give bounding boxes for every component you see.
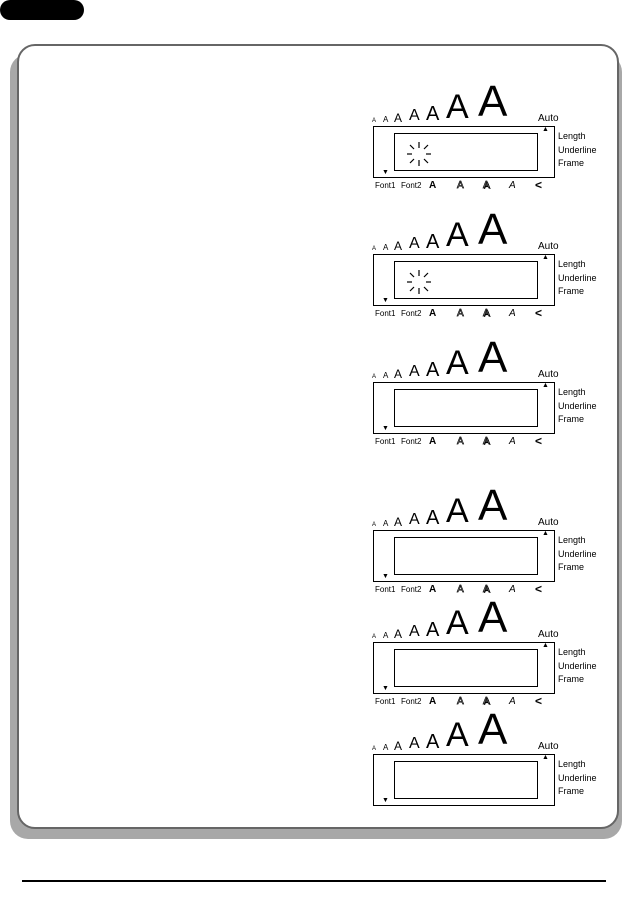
size-indicator-row [372, 705, 602, 754]
style-indicator-5: A [483, 308, 490, 319]
left-bracket [373, 642, 377, 694]
size-indicator-5: A [426, 619, 440, 641]
down-arrow-icon: ▼ [382, 797, 389, 804]
size-indicator-4: A [409, 623, 420, 640]
section-tab [0, 0, 84, 20]
blinking-cursor-icon [405, 140, 433, 168]
style-indicator-1: Font1 [375, 697, 396, 706]
size-indicator-7: A [478, 77, 508, 126]
style-indicator-7: < [535, 178, 543, 192]
lcd-text-area [394, 537, 538, 575]
size-indicator-row [372, 333, 602, 382]
style-indicator-4: A [457, 308, 464, 319]
indicator-label-underline: Underline [558, 772, 597, 783]
style-indicator-5: A [483, 180, 490, 191]
style-indicator-1: Font1 [375, 585, 396, 594]
indicator-label-length: Length [558, 647, 586, 657]
size-indicator-3: A [394, 367, 403, 381]
style-indicator-5: A [483, 436, 490, 447]
lcd-text-area [394, 389, 538, 427]
indicator-label-frame: Frame [558, 286, 585, 296]
style-indicator-2: Font2 [401, 697, 422, 706]
right-bracket [551, 126, 555, 178]
size-indicator-7: A [478, 705, 508, 754]
size-indicator-5: A [426, 359, 440, 381]
style-indicator-6: A [509, 180, 516, 191]
size-indicator-2: A [383, 243, 389, 252]
size-indicator-1: A [372, 246, 377, 252]
size-indicator-3: A [394, 111, 403, 125]
auto-label: Auto [538, 517, 559, 528]
style-indicator-7: < [535, 434, 543, 448]
size-indicator-1: A [372, 634, 377, 640]
style-indicator-3: A [429, 180, 437, 191]
size-indicator-6: A [446, 492, 469, 530]
right-bracket [551, 642, 555, 694]
size-indicator-7: A [478, 481, 508, 530]
size-indicator-4: A [409, 363, 420, 380]
indicator-label-underline: Underline [558, 144, 597, 155]
lcd-display [372, 593, 602, 714]
footer-rule [22, 880, 606, 882]
lcd-text-area [394, 133, 538, 171]
lcd-display [372, 205, 602, 326]
up-arrow-icon: ▲ [542, 382, 549, 389]
size-indicator-7: A [478, 593, 508, 642]
style-indicator-6: A [509, 436, 516, 447]
right-bracket [551, 254, 555, 306]
indicator-labels [558, 758, 597, 799]
size-indicator-2: A [383, 115, 389, 124]
indicator-labels [558, 130, 597, 171]
auto-label: Auto [538, 369, 559, 380]
style-indicator-7: < [535, 306, 543, 320]
style-indicator-4: A [457, 696, 464, 707]
left-bracket [373, 382, 377, 434]
style-indicator-row [375, 696, 555, 710]
left-bracket [373, 126, 377, 178]
style-indicator-3: A [429, 696, 437, 707]
size-indicator-3: A [394, 515, 403, 529]
size-indicator-4: A [409, 235, 420, 252]
indicator-label-frame: Frame [558, 786, 585, 796]
right-bracket [551, 754, 555, 806]
size-indicator-7: A [478, 205, 508, 254]
right-bracket [551, 382, 555, 434]
style-indicator-row [375, 308, 555, 322]
lcd-text-area [394, 649, 538, 687]
lcd-display [372, 481, 602, 602]
size-indicator-row [372, 593, 602, 642]
style-indicator-2: Font2 [401, 181, 422, 190]
size-indicator-5: A [426, 231, 440, 253]
indicator-label-frame: Frame [558, 562, 585, 572]
lcd-display [372, 333, 602, 454]
style-indicator-1: Font1 [375, 437, 396, 446]
up-arrow-icon: ▲ [542, 530, 549, 537]
indicator-label-underline: Underline [558, 400, 597, 411]
lcd-display [372, 705, 602, 806]
style-indicator-4: A [457, 584, 464, 595]
style-indicator-3: A [429, 584, 437, 595]
size-indicator-4: A [409, 107, 420, 124]
size-indicator-6: A [446, 216, 469, 254]
left-bracket [373, 754, 377, 806]
size-indicator-5: A [426, 103, 440, 125]
down-arrow-icon: ▼ [382, 297, 389, 304]
indicator-label-underline: Underline [558, 272, 597, 283]
indicator-label-underline: Underline [558, 548, 597, 559]
style-indicator-5: A [483, 584, 490, 595]
lcd-display [372, 77, 602, 198]
size-indicator-5: A [426, 731, 440, 753]
down-arrow-icon: ▼ [382, 685, 389, 692]
lcd-text-area [394, 761, 538, 799]
size-indicator-6: A [446, 344, 469, 382]
size-indicator-row [372, 205, 602, 254]
style-indicator-7: < [535, 694, 543, 708]
indicator-label-length: Length [558, 535, 586, 545]
indicator-label-length: Length [558, 259, 586, 269]
size-indicator-2: A [383, 631, 389, 640]
indicator-label-length: Length [558, 131, 586, 141]
indicator-label-frame: Frame [558, 158, 585, 168]
right-bracket [551, 530, 555, 582]
down-arrow-icon: ▼ [382, 425, 389, 432]
up-arrow-icon: ▲ [542, 254, 549, 261]
style-indicator-2: Font2 [401, 437, 422, 446]
down-arrow-icon: ▼ [382, 573, 389, 580]
style-indicator-row [375, 436, 555, 450]
auto-label: Auto [538, 741, 559, 752]
blinking-cursor-icon [405, 268, 433, 296]
style-indicator-4: A [457, 436, 464, 447]
indicator-label-underline: Underline [558, 660, 597, 671]
style-indicator-7: < [535, 582, 543, 596]
size-indicator-1: A [372, 746, 377, 752]
size-indicator-2: A [383, 371, 389, 380]
size-indicator-3: A [394, 239, 403, 253]
indicator-labels [558, 386, 597, 427]
style-indicator-1: Font1 [375, 309, 396, 318]
indicator-labels [558, 646, 597, 687]
size-indicator-6: A [446, 88, 469, 126]
indicator-labels [558, 258, 597, 299]
left-bracket [373, 530, 377, 582]
size-indicator-row [372, 481, 602, 530]
auto-label: Auto [538, 241, 559, 252]
auto-label: Auto [538, 113, 559, 124]
size-indicator-1: A [372, 522, 377, 528]
style-indicator-6: A [509, 584, 516, 595]
size-indicator-5: A [426, 507, 440, 529]
indicator-label-length: Length [558, 759, 586, 769]
style-indicator-6: A [509, 696, 516, 707]
up-arrow-icon: ▲ [542, 754, 549, 761]
left-bracket [373, 254, 377, 306]
style-indicator-2: Font2 [401, 309, 422, 318]
size-indicator-row [372, 77, 602, 126]
size-indicator-4: A [409, 735, 420, 752]
style-indicator-row [375, 180, 555, 194]
auto-label: Auto [538, 629, 559, 640]
up-arrow-icon: ▲ [542, 642, 549, 649]
size-indicator-6: A [446, 604, 469, 642]
style-indicator-4: A [457, 180, 464, 191]
indicator-label-length: Length [558, 387, 586, 397]
size-indicator-3: A [394, 739, 403, 753]
style-indicator-2: Font2 [401, 585, 422, 594]
style-indicator-row [375, 584, 555, 598]
up-arrow-icon: ▲ [542, 126, 549, 133]
size-indicator-4: A [409, 511, 420, 528]
size-indicator-7: A [478, 333, 508, 382]
size-indicator-6: A [446, 716, 469, 754]
size-indicator-1: A [372, 374, 377, 380]
lcd-text-area [394, 261, 538, 299]
style-indicator-6: A [509, 308, 516, 319]
size-indicator-3: A [394, 627, 403, 641]
indicator-label-frame: Frame [558, 414, 585, 424]
style-indicator-3: A [429, 308, 437, 319]
style-indicator-1: Font1 [375, 181, 396, 190]
indicator-label-frame: Frame [558, 674, 585, 684]
down-arrow-icon: ▼ [382, 169, 389, 176]
size-indicator-2: A [383, 519, 389, 528]
style-indicator-5: A [483, 696, 490, 707]
size-indicator-2: A [383, 743, 389, 752]
style-indicator-3: A [429, 436, 437, 447]
indicator-labels [558, 534, 597, 575]
size-indicator-1: A [372, 118, 377, 124]
